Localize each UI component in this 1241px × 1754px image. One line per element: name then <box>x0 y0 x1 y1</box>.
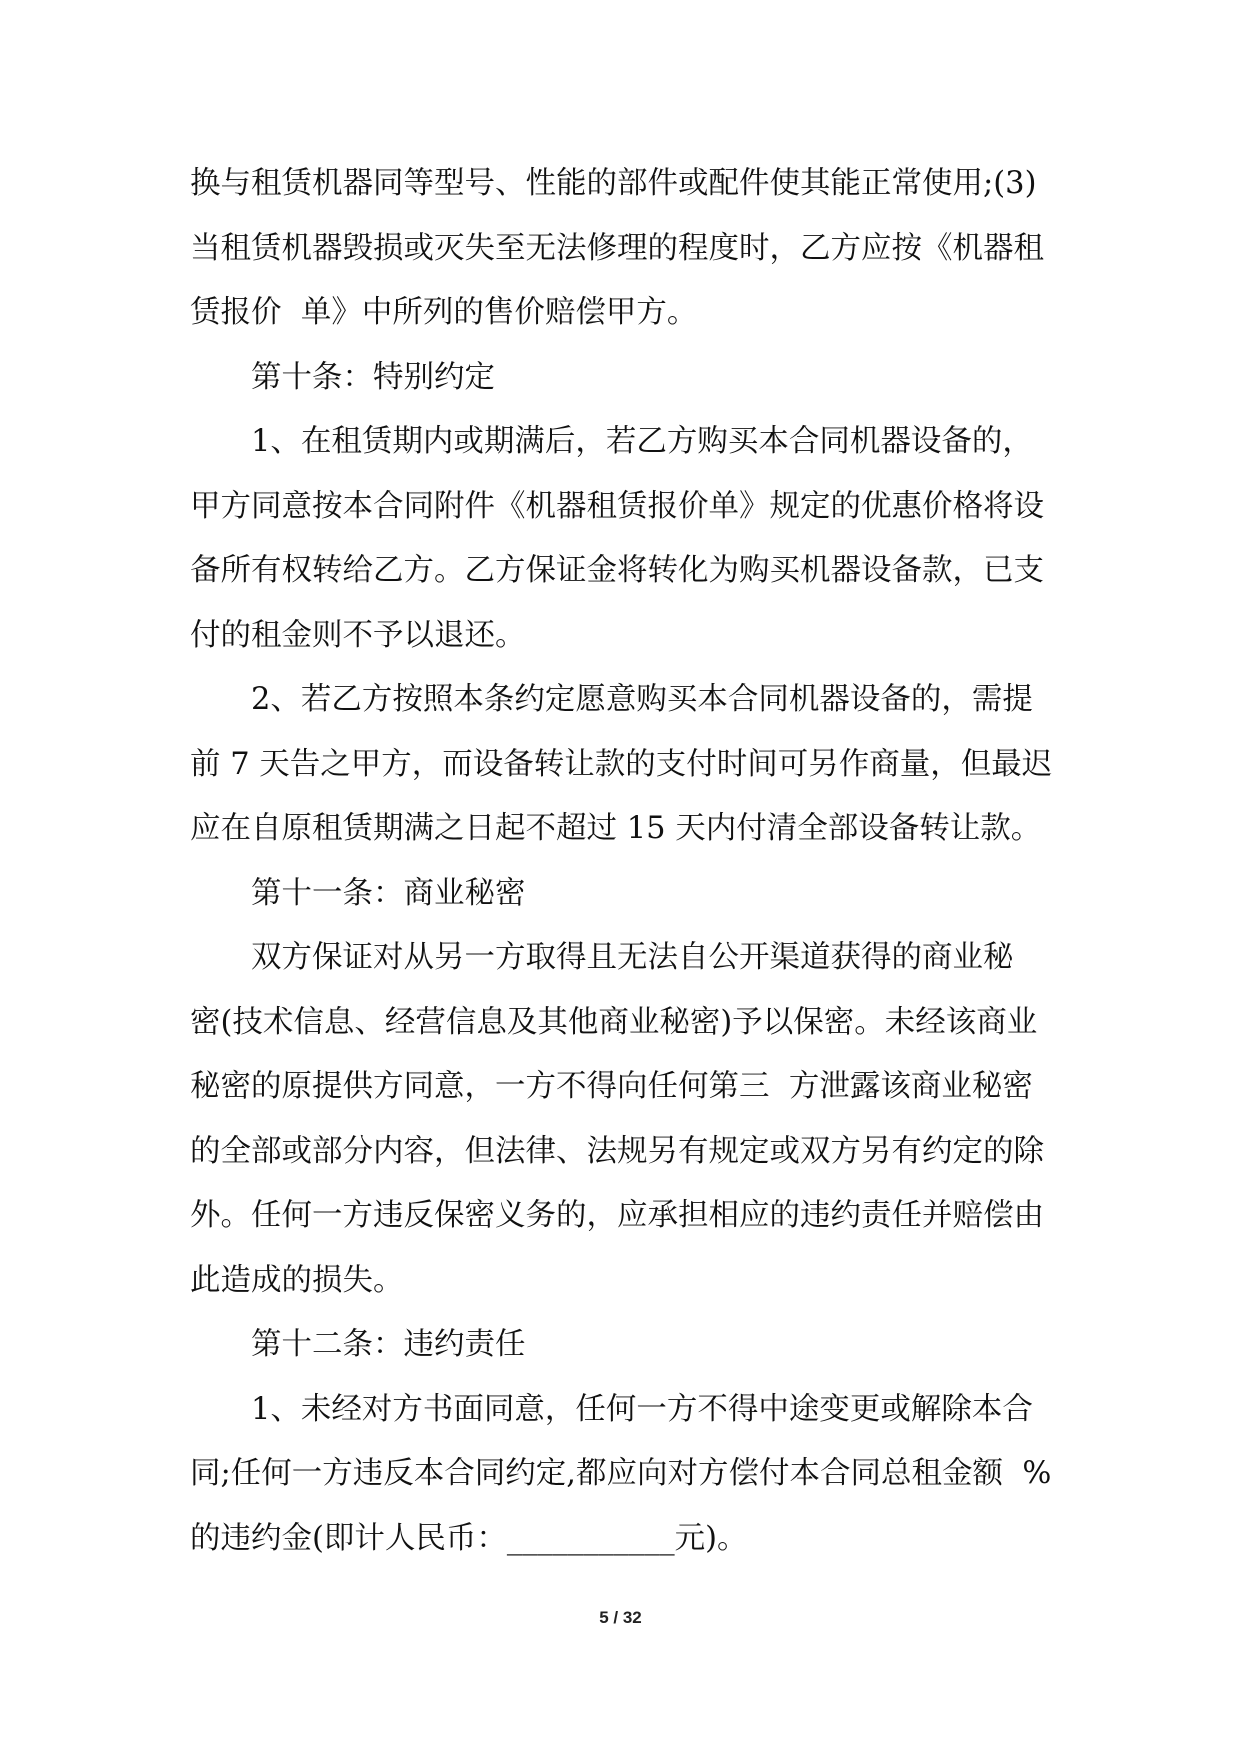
body-line: 甲方同意按本合同附件《机器租赁报价单》规定的优惠价格将设 <box>190 488 1044 524</box>
body-line: 外。任何一方违反保密义务的，应承担相应的违约责任并赔偿由 <box>190 1198 1044 1233</box>
body-line: 前 7 天告之甲方，而设备转让款的支付时间可另作商量，但最迟 <box>190 746 1053 782</box>
body-line: 赁报价 单》中所列的售价赔偿甲方。 <box>190 295 698 330</box>
section-heading: 第十一条：商业秘密 <box>251 875 526 911</box>
body-line: 备所有权转给乙方。乙方保证金将转化为购买机器设备款，已支 <box>190 553 1044 588</box>
body-line: 付的租金则不予以退还。 <box>190 617 526 653</box>
section-heading: 第十条：特别约定 <box>251 359 495 395</box>
body-line: 1、在租赁期内或期满后，若乙方购买本合同机器设备的， <box>251 424 1033 459</box>
page-number: 5 / 32 <box>599 1608 642 1627</box>
body-line: 同;任何一方违反本合同约定,都应向对方偿付本合同总租金额 % <box>190 1456 1052 1491</box>
body-line: 双方保证对从另一方取得且无法自公开渠道获得的商业秘 <box>251 940 1014 975</box>
document-body <box>190 152 1053 1571</box>
body-line: 当租赁机器毁损或灭失至无法修理的程度时，乙方应按《机器租 <box>190 230 1044 266</box>
body-line: 1、未经对方书面同意，任何一方不得中途变更或解除本合 <box>251 1391 1033 1427</box>
body-line: 2、若乙方按照本条约定愿意购买本合同机器设备的，需提 <box>251 682 1033 717</box>
body-line: 的违约金(即计人民币：___________元)。 <box>190 1520 748 1556</box>
body-line: 应在自原租赁期满之日起不超过 15 天内付清全部设备转让款。 <box>190 811 1042 846</box>
body-line: 秘密的原提供方同意，一方不得向任何第三 方泄露该商业秘密 <box>190 1069 1033 1104</box>
body-line: 此造成的损失。 <box>190 1262 404 1298</box>
body-line: 的全部或部分内容，但法律、法规另有规定或双方另有约定的除 <box>190 1133 1044 1169</box>
body-line: 换与租赁机器同等型号、性能的部件或配件使其能正常使用;(3) <box>190 166 1037 201</box>
body-line: 密(技术信息、经营信息及其他商业秘密)予以保密。未经该商业 <box>190 1004 1038 1040</box>
section-heading: 第十二条：违约责任 <box>251 1327 526 1362</box>
